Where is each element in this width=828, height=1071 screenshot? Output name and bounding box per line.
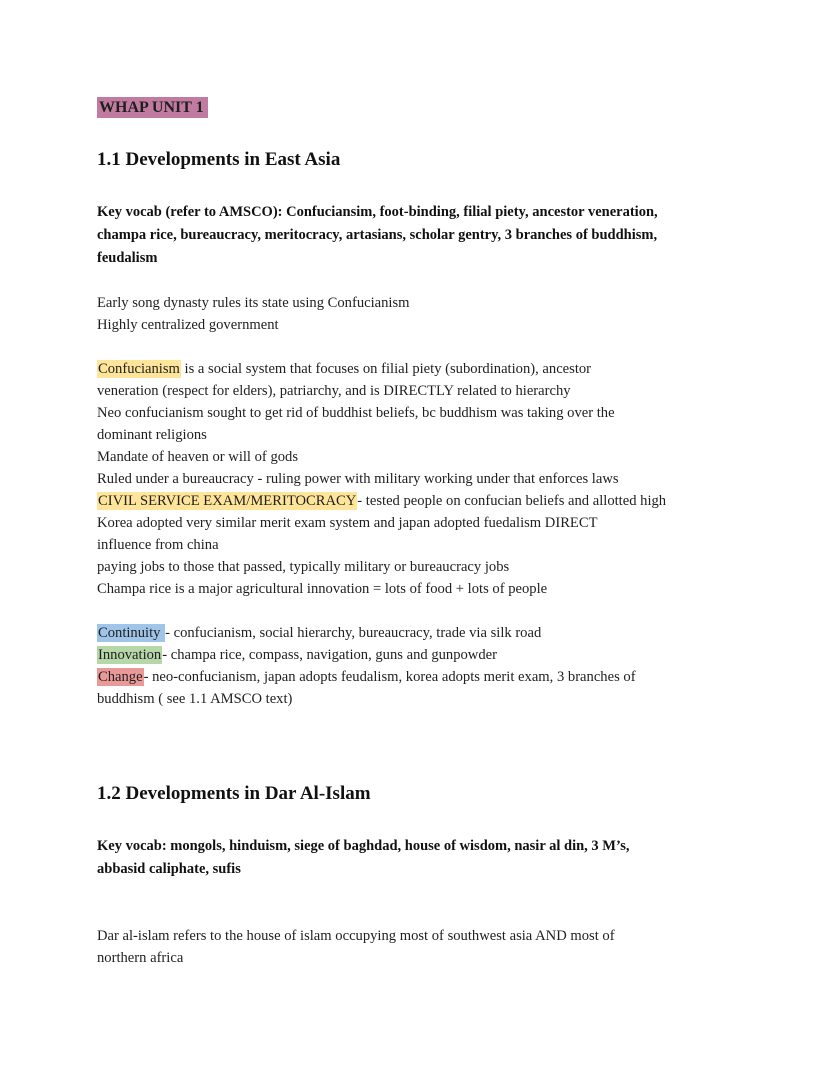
highlighted-term: Confucianism: [98, 361, 180, 377]
text-segment: Highly centralized government: [97, 317, 279, 333]
text-line: [97, 947, 748, 969]
text-line: [97, 380, 748, 402]
text-segment: dominant religions: [97, 427, 207, 443]
text-segment: Key vocab (refer to AMSCO): Confuciansim, foot-binding, filial piety, ancestor veneration,: [97, 204, 658, 220]
text-line: [97, 224, 748, 247]
text-line: [97, 622, 748, 644]
text-line: [97, 292, 748, 314]
highlighted-term: CIVIL SERVICE EXAM/MERITOCRACY: [98, 493, 357, 509]
text-line: [97, 314, 748, 336]
blank-line: [97, 336, 748, 358]
page-title: [97, 96, 748, 120]
text-segment: - tested people on confucian beliefs and allotted high: [357, 493, 667, 509]
text-segment: - neo-confucianism, japan adopts feudalism, korea adopts merit exam, 3 branches of: [143, 669, 636, 685]
text-segment: buddhism ( see 1.1 AMSCO text): [97, 691, 293, 707]
document-content: [97, 96, 748, 969]
blank-line: [97, 710, 748, 732]
text-segment: Dar al-islam refers to the house of islam occupying most of southwest asia AND most of: [97, 928, 615, 944]
section-heading-1-2: [97, 782, 748, 806]
key-vocab-1-1: [97, 201, 748, 270]
text-line: [97, 446, 748, 468]
blank-line: [97, 732, 748, 754]
blank-line: [97, 903, 748, 925]
text-line: [97, 201, 748, 224]
text-line: [97, 556, 748, 578]
text-segment: Key vocab: mongols, hinduism, siege of baghdad, house of wisdom, nasir al din, 3 M’s,: [97, 838, 630, 854]
body-paragraph-continuity-innovation-change: [97, 622, 748, 710]
text-segment: 1.2 Developments in Dar Al-Islam: [97, 783, 371, 804]
text-segment: - champa rice, compass, navigation, guns and gunpowder: [162, 647, 497, 663]
text-segment: abbasid caliphate, sufis: [97, 861, 241, 877]
text-segment: Champa rice is a major agricultural innovation = lots of food + lots of people: [97, 581, 548, 597]
highlighted-term: WHAP UNIT 1: [97, 97, 208, 118]
text-line: [97, 402, 748, 424]
body-paragraph-dar-al-islam: [97, 925, 748, 969]
blank-line: [97, 600, 748, 622]
body-paragraph-song-dynasty: [97, 292, 748, 336]
text-segment: Korea adopted very similar merit exam system and japan adopted fuedalism DIRECT: [97, 515, 598, 531]
text-line: [97, 424, 748, 446]
text-line: [97, 835, 748, 858]
text-segment: Ruled under a bureaucracy - ruling power with military working under that enforces laws: [97, 471, 619, 487]
text-line: [97, 858, 748, 881]
text-segment: northern africa: [97, 950, 184, 966]
text-segment: Mandate of heaven or will of gods: [97, 449, 299, 465]
text-line: [97, 468, 748, 490]
highlighted-term: Innovation: [98, 647, 162, 663]
text-segment: feudalism: [97, 250, 158, 266]
highlighted-term: Continuity: [98, 625, 165, 641]
text-line: [97, 490, 748, 512]
highlighted-term: Change: [98, 669, 143, 685]
text-segment: Neo confucianism sought to get rid of buddhist beliefs, bc buddhism was taking over the: [97, 405, 615, 421]
blank-line: [97, 881, 748, 903]
text-line: [97, 358, 748, 380]
body-paragraph-confucianism: [97, 358, 748, 600]
text-segment: is a social system that focuses on filial piety (subordination), ancestor: [180, 361, 592, 377]
text-line: [97, 534, 748, 556]
text-line: [97, 688, 748, 710]
text-segment: - confucianism, social hierarchy, bureaucracy, trade via silk road: [165, 625, 542, 641]
text-line: [97, 925, 748, 947]
text-line: [97, 578, 748, 600]
blank-line: [97, 270, 748, 292]
text-line: [97, 247, 748, 270]
text-segment: influence from china: [97, 537, 219, 553]
section-heading-1-1: [97, 148, 748, 172]
text-segment: Early song dynasty rules its state using Confucianism: [97, 295, 410, 311]
text-line: [97, 666, 748, 688]
text-segment: champa rice, bureaucracy, meritocracy, artasians, scholar gentry, 3 branches of buddhism,: [97, 227, 658, 243]
text-line: [97, 96, 748, 120]
text-segment: 1.1 Developments in East Asia: [97, 149, 341, 170]
text-segment: paying jobs to those that passed, typically military or bureaucracy jobs: [97, 559, 510, 575]
text-line: [97, 782, 748, 806]
text-line: [97, 512, 748, 534]
key-vocab-1-2: [97, 835, 748, 881]
text-line: [97, 644, 748, 666]
text-segment: veneration (respect for elders), patriarchy, and is DIRECTLY related to hierarchy: [97, 383, 571, 399]
text-line: [97, 148, 748, 172]
